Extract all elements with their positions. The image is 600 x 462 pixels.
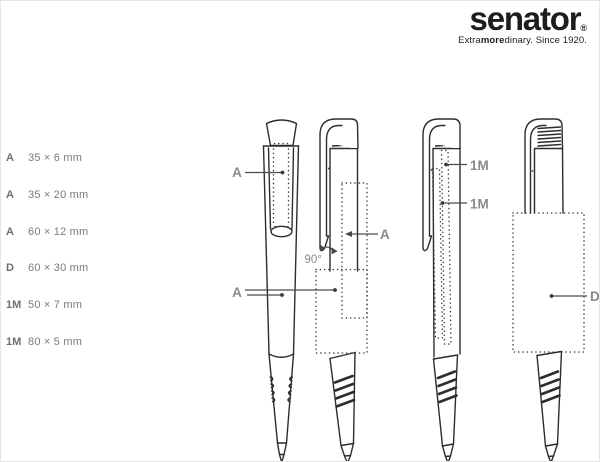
dimension-code: 1M xyxy=(6,336,22,348)
label-90-degrees: 90° xyxy=(304,254,322,266)
brand-tagline: Extramoredinary. Since 1920. xyxy=(458,35,587,46)
label-1m-strip-1: 1M xyxy=(470,158,489,173)
inner-barrel-end xyxy=(271,226,292,236)
annotation-1m-strip-1 xyxy=(444,158,489,173)
label-1m-strip-2: 1M xyxy=(470,196,489,212)
annotation-a-barrel xyxy=(232,165,284,180)
brand-wordmark: senator xyxy=(469,0,581,37)
pen-1-front-view xyxy=(264,120,299,462)
pen-tip xyxy=(546,444,558,462)
label-d-body: D xyxy=(590,289,600,304)
annotation-1m-strip-2 xyxy=(441,197,489,212)
pen-tip xyxy=(341,444,354,462)
dimension-code: A xyxy=(6,152,14,164)
label-a-lower-wrap: A xyxy=(232,285,242,300)
pen-tip xyxy=(443,444,454,462)
dimension-code: A xyxy=(6,226,14,238)
annotation-d-body xyxy=(550,289,600,304)
pen-4-side-view xyxy=(513,119,584,462)
pen-plunger xyxy=(267,120,297,146)
grip-ridges xyxy=(335,376,354,407)
print-area-clip-side xyxy=(342,183,367,318)
dimension-code: 1M xyxy=(6,299,22,311)
pen-tip xyxy=(278,443,287,462)
grip-ridges xyxy=(541,372,560,403)
label-a-barrel: A xyxy=(232,165,242,180)
registered-trademark-icon: ® xyxy=(580,23,587,33)
dimension-size: 35 × 6 mm xyxy=(28,152,83,164)
grip-ridges xyxy=(270,377,292,402)
grip-ridges xyxy=(438,372,457,403)
dimension-size: 60 × 12 mm xyxy=(28,226,89,238)
annotation-clip-rotation xyxy=(305,245,338,266)
annotation-a-lower-wrap xyxy=(232,285,337,300)
push-button-hatching xyxy=(538,127,561,146)
pen-clip xyxy=(320,119,358,251)
dimension-code: D xyxy=(6,262,14,274)
dimension-size: 80 × 5 mm xyxy=(28,336,83,348)
dimension-size: 60 × 30 mm xyxy=(28,262,89,274)
print-area-body-wrap xyxy=(513,213,584,352)
dimension-code: A xyxy=(6,189,14,201)
pen-technical-drawing xyxy=(1,1,600,462)
print-area-lower-wrap xyxy=(316,270,367,354)
pen-clip xyxy=(525,119,563,213)
clip-pivot-dot xyxy=(328,168,330,170)
dimension-size: 50 × 7 mm xyxy=(28,299,83,311)
dimension-size: 35 × 20 mm xyxy=(28,189,89,201)
clip-pivot-dot xyxy=(532,170,534,172)
print-area-barrel-strip xyxy=(274,144,290,227)
pen-3-side-view xyxy=(423,119,460,462)
print-area-strip-80x5 xyxy=(442,151,452,345)
label-a-clip-side: A xyxy=(380,227,390,242)
